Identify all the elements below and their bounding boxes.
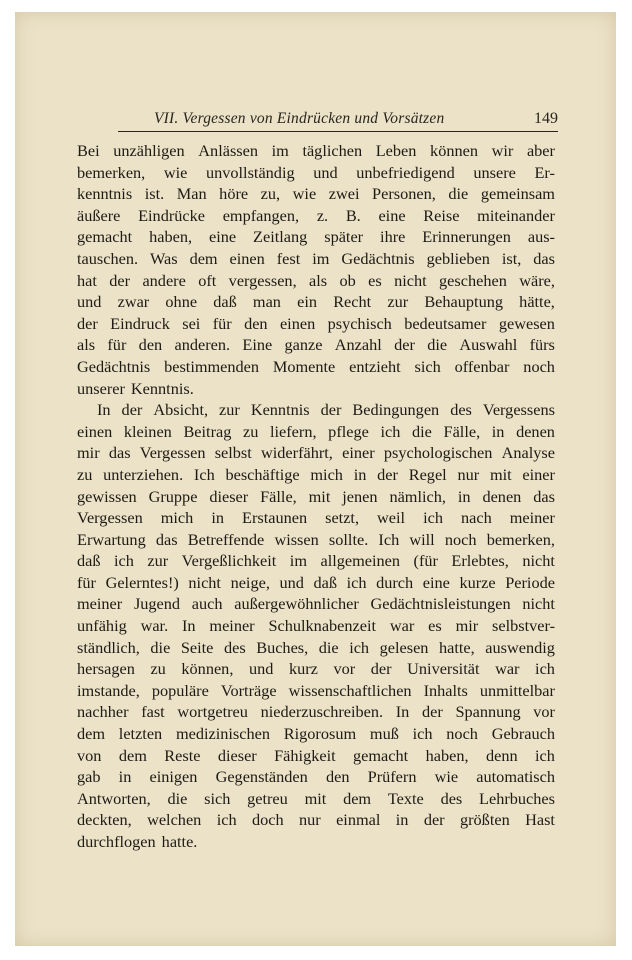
text-line: einen kleinen Beitrag zu liefern, pflege ich die Fälle, in denen — [77, 421, 555, 441]
text-line: gemacht haben, eine Zeitlang später ihre Erinnerungen aus- — [77, 227, 555, 247]
text-line: dem letzten medizinischen Rigorosum muß ich noch Gebrauch — [77, 724, 555, 744]
text-line: äußere Eindrücke empfangen, z. B. eine Reise miteinander — [77, 205, 555, 225]
text-line: hersagen zu können, und kurz vor der Universität war ich — [77, 659, 555, 679]
text-line: deckten, welchen ich doch nur einmal in der größten Hast — [77, 810, 555, 830]
text-line: ständlich, die Seite des Buches, die ich gelesen hatte, auswendig — [77, 637, 555, 657]
text-line: Erwartung das Betreffende wissen sollte. Ich will noch bemerken, — [77, 529, 555, 549]
body-text — [77, 140, 555, 853]
text-line: daß ich zur Vergeßlichkeit im allgemeinen (für Erlebtes, nicht — [77, 551, 555, 571]
text-line: als für den anderen. Eine ganze Anzahl der die Auswahl fürs — [77, 335, 555, 355]
text-line: Gedächtnis bestimmenden Momente entzieht sich offenbar noch — [77, 356, 555, 376]
text-line: durchflogen hatte. — [77, 832, 198, 851]
text-line: imstande, populäre Vorträge wissenschaftlichen Inhalts unmittelbar — [77, 680, 555, 700]
text-line: mir das Vergessen selbst widerfährt, einer psychologischen Analyse — [77, 443, 555, 463]
chapter-title: VII. Vergessen von Eindrücken und Vorsätzen — [154, 110, 445, 127]
text-line: tauschen. Was dem einen fest im Gedächtnis geblieben ist, das — [77, 248, 555, 268]
text-line: gab in einigen Gegenständen den Prüfern wie automatisch — [77, 767, 555, 787]
text-line: zu unterziehen. Ich beschäftige mich in der Regel nur mit einer — [77, 464, 555, 484]
running-head — [118, 109, 558, 132]
book-page — [15, 12, 616, 946]
text-line: gewissen Gruppe dieser Fälle, mit jenen nämlich, in denen das — [77, 486, 555, 506]
text-line: für Gelerntes!) nicht neige, und daß ich durch eine kurze Periode — [77, 572, 555, 592]
text-line: kenntnis ist. Man höre zu, wie zwei Personen, die gemeinsam — [77, 184, 555, 204]
text-line: unserer Kenntnis. — [77, 378, 194, 398]
text-line: Vergessen mich in Erstaunen setzt, weil ich nach meiner — [77, 508, 555, 528]
text-line: In der Absicht, zur Kenntnis der Bedingungen des Vergessens — [97, 400, 555, 420]
text-line: und zwar ohne daß man ein Recht zur Behauptung hätte, — [77, 292, 555, 312]
text-line: der Eindruck sei für den einen psychisch bedeutsamer gewesen — [77, 313, 555, 333]
text-line: Antworten, die sich getreu mit dem Texte des Lehrbuches — [77, 788, 555, 808]
text-line: Bei unzähligen Anlässen im täglichen Leben können wir aber — [77, 141, 555, 160]
text-line: meiner Jugend auch außergewöhnlicher Gedächtnisleistungen nicht — [77, 594, 555, 614]
page-number: 149 — [534, 110, 558, 127]
text-line: hat der andere oft vergessen, als ob es nicht geschehen wäre, — [77, 270, 555, 290]
text-line: unfähig war. In meiner Schulknabenzeit war es mir selbstver- — [77, 616, 555, 636]
text-line: nachher fast wortgetreu niederzuschreiben. In der Spannung vor — [77, 702, 555, 722]
text-line: von dem Reste dieser Fähigkeit gemacht haben, denn ich — [77, 745, 555, 765]
text-line: bemerken, wie unvollständig und unbefriedigend unsere Er- — [77, 162, 555, 182]
